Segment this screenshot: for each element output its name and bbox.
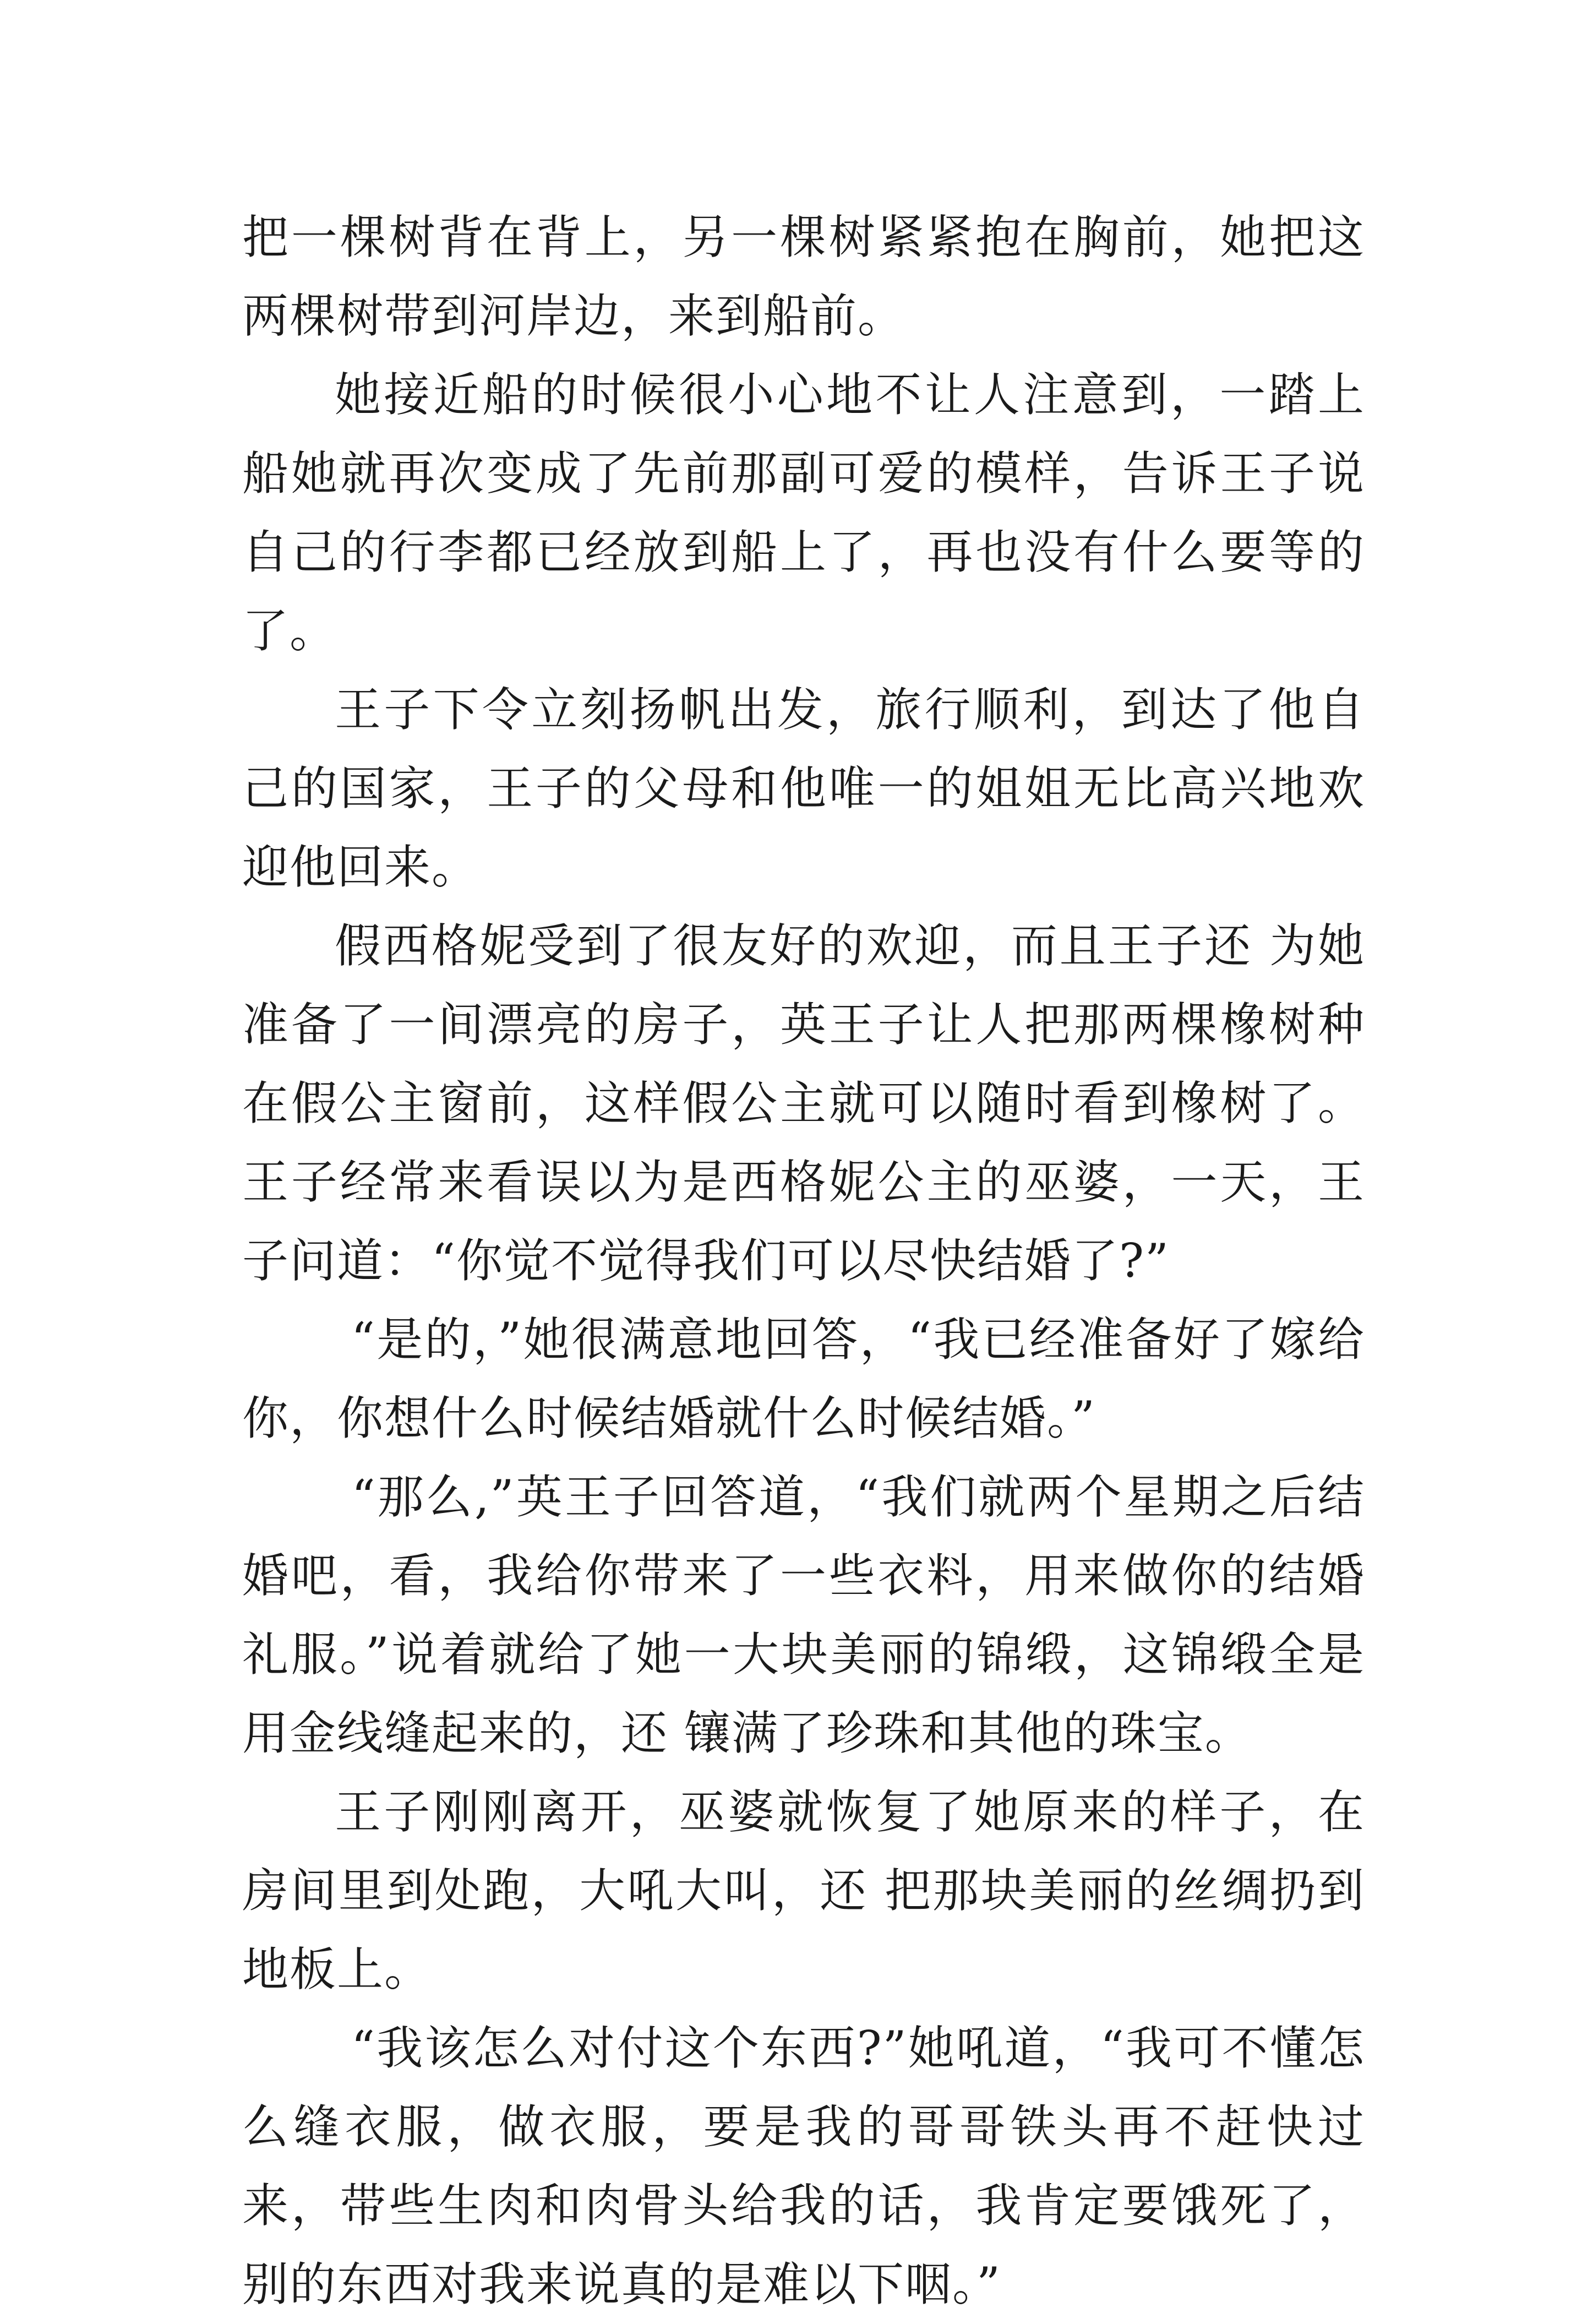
paragraph: “那么,”英王子回答道，“我们就两个星期之后结婚吧，看，我给你带来了一些衣料，用来做你的结婚礼服。”说着就给了她一大块美丽的锦缎，这锦缎全是用金线缝起来的，还 镶满了珍珠和其他的珠宝。 [242,1470,1365,1760]
paragraph: “是的，”她很满意地回答，“我已经准备好了嫁给你，你想什么时候结婚就什么时候结婚。” [242,1313,1365,1445]
paragraph: 王子下令立刻扬帆出发，旅行顺利，到达了他自己的国家，王子的父母和他唯一的姐姐无比高兴地欢迎他回来。 [242,683,1365,894]
paragraph: 她接近船的时候很小心地不让人注意到，一踏上船她就再次变成了先前那副可爱的模样，告诉王子说自己的行李都已经放到船上了，再也没有什么要等的了。 [242,368,1365,658]
paragraph: 假西格妮受到了很友好的欢迎，而且王子还 为她准备了一间漂亮的房子，英王子让人把那两棵橡树种在假公主窗前，这样假公主就可以随时看到橡树了。王子经常来看误以为是西格妮公主的巫婆，一天，王子问道：“你觉不觉得我们可以尽快结婚了?” [242,919,1365,1288]
body-text [242,198,1365,2324]
paragraph: 把一棵树背在背上，另一棵树紧紧抱在胸前，她把这两棵树带到河岸边，来到船前。 [242,210,1365,343]
paragraph: “我该怎么对付这个东西?”她吼道，“我可不懂怎么缝衣服，做衣服，要是我的哥哥铁头再不赶快过来，带些生肉和肉骨头给我的话，我肯定要饿死了，别的东西对我来说真的是难以下咽。” [242,2021,1365,2311]
paragraph: 王子刚刚离开，巫婆就恢复了她原来的样子，在房间里到处跑，大吼大叫，还 把那块美丽的丝绸扔到地板上。 [242,1785,1365,1996]
